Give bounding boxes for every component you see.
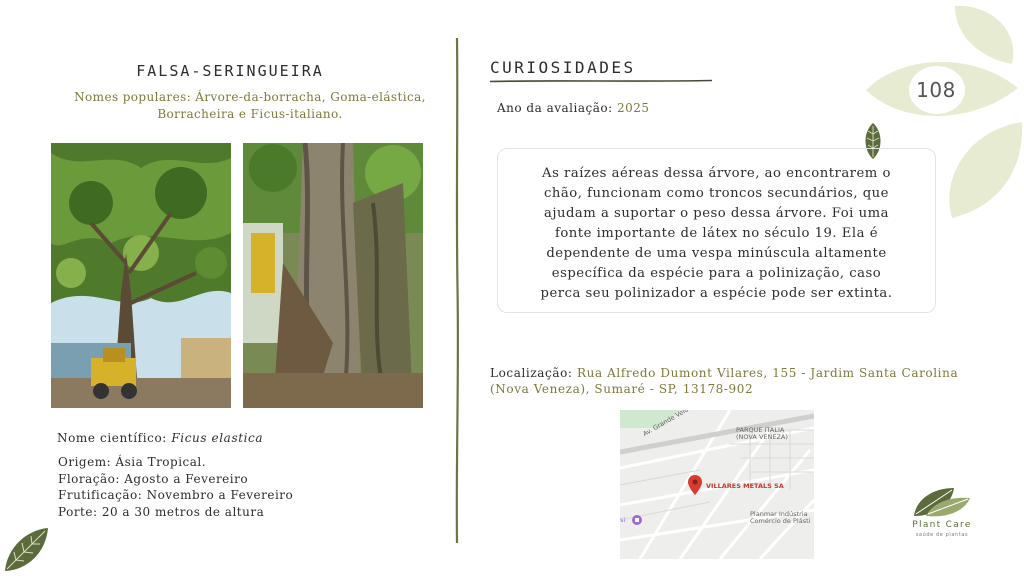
map-pin-icon[interactable] [688, 475, 702, 495]
brand-tagline: saúde de plantas [915, 532, 969, 538]
evaluation-year [497, 101, 650, 115]
size-text: Porte: 20 a 30 metros de altura [58, 504, 265, 519]
curiosity-line: específica da espécie para a polinização, caso [551, 266, 882, 281]
popular-names-value-2: Borracheira e Ficus-italiano. [157, 107, 343, 121]
evaluation-year-label: Ano da avaliação: [497, 101, 617, 115]
location [490, 366, 970, 397]
map-district-line-2: (NOVA VENEZA) [736, 433, 788, 441]
curiosity-line: As raízes aéreas dessa árvore, ao encontrarem o [542, 166, 891, 181]
curiosities-text [512, 164, 921, 304]
location-label: Localização: [490, 366, 577, 380]
curiosity-line: ajudam a suportar o peso dessa árvore. Foi uma [544, 206, 889, 221]
tree-trunk-photo [243, 143, 423, 408]
location-line-2: (Nova Veneza), Sumaré - SP, 13178-902 [490, 381, 754, 396]
map-business-line-2: Comércio de Plásti [750, 517, 811, 525]
curiosities-title: CURIOSIDADES [490, 58, 636, 77]
plant-title: FALSA-SERINGUEIRA [136, 62, 324, 80]
plant-care-logo-icon [912, 486, 972, 518]
page-number: 108 [916, 78, 956, 102]
popular-names [52, 89, 448, 123]
scientific-name-label: Nome científico: [57, 431, 172, 445]
flowering-text: Floração: Agosto a Fevereiro [58, 471, 249, 486]
vertical-divider [454, 38, 460, 543]
map-district-label [736, 427, 788, 441]
location-map[interactable] [620, 410, 814, 559]
map-business-line-1: Planmar Indústria [750, 510, 808, 518]
map-place-label: VILLARES METALS SA [706, 482, 784, 490]
fruiting-text: Frutificação: Novembro a Fevereiro [58, 488, 294, 502]
location-line-1: Rua Alfredo Dumont Vilares, 155 - Jardim Santa Carolina [576, 366, 959, 380]
tree-canopy-photo [51, 143, 231, 408]
curiosities-box [497, 148, 936, 313]
popular-names-label: Nomes populares: [74, 90, 196, 104]
map-partial-label: si [620, 516, 626, 524]
scientific-name-value: Ficus elastica [171, 431, 264, 445]
corner-leaf-icon [2, 526, 50, 574]
plant-facts [58, 454, 293, 520]
popular-names-value: Árvore-da-borracha, Goma-elástica, [195, 90, 426, 104]
curiosity-line: perca seu polinizador a espécie pode ser extinta. [540, 286, 893, 301]
scientific-name [57, 431, 263, 445]
curiosity-line: chão, funcionam como troncos secundários, que [544, 186, 889, 201]
map-business-label [750, 511, 810, 525]
brand-name: Plant Care [912, 520, 972, 530]
map-district-line-1: PARQUE ITALIA [736, 426, 785, 434]
curiosity-line: fonte importante de látex no século 19. Ela é [554, 226, 878, 241]
evaluation-year-value: 2025 [616, 101, 650, 115]
title-underline [490, 79, 712, 83]
origin-text: Origem: Ásia Tropical. [58, 455, 207, 469]
curiosity-line: dependente de uma vespa minúscula altamente [546, 246, 887, 261]
